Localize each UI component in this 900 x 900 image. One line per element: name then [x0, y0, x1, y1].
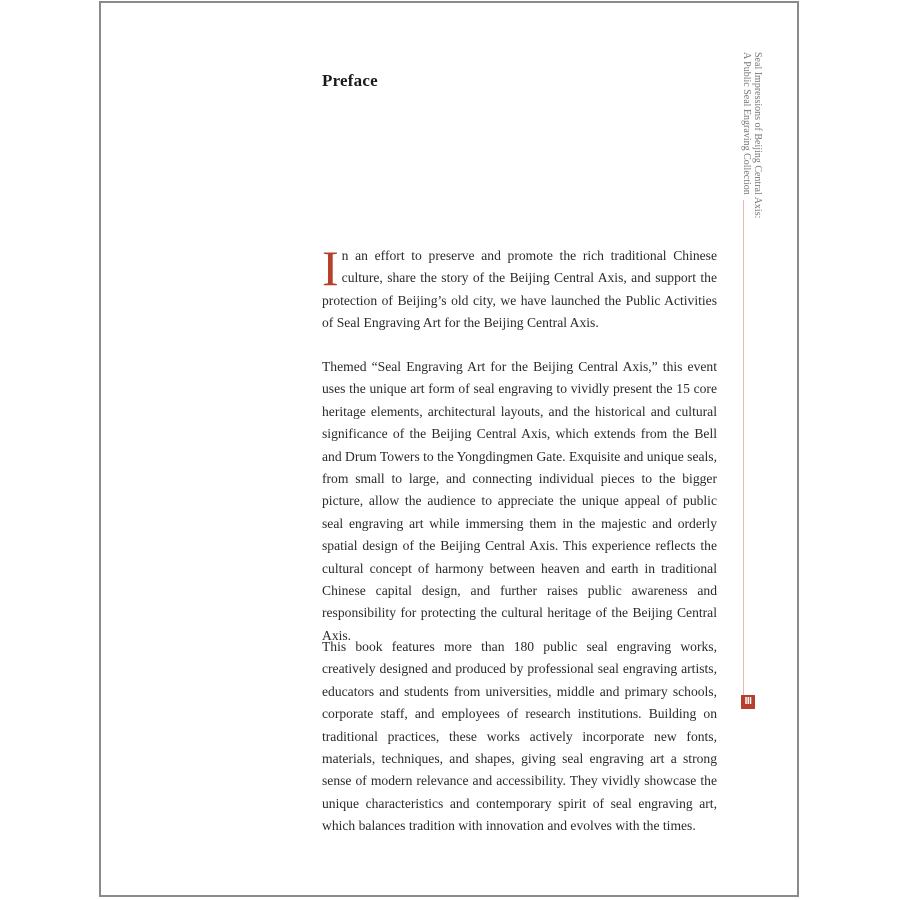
page-number-badge: III — [741, 695, 755, 709]
page-title: Preface — [322, 71, 378, 90]
paragraph-1-text: n an effort to preserve and promote the rich traditional Chinese culture, share the story of the Beijing Central Axis, and support the protection of Beijing’s old city, we have launched the Public Activities of Seal Engraving Art for the Beijing Central Axis. — [322, 248, 717, 331]
side-rule-divider — [743, 200, 744, 696]
drop-cap: I — [322, 240, 339, 296]
running-header-vertical — [741, 52, 763, 218]
paragraph-3: This book features more than 180 public seal engraving works, creatively designed and produced by professional seal engraving artists, educators and students from universities, middle and primary schools, corporate staff, and employees of research institutions. Building on traditional practices, these works actively incorporate new fonts, materials, techniques, and shapes, giving seal engraving art a strong sense of modern relevance and accessibility. They vividly showcase the unique characteristics and contemporary spirit of seal engraving art, which balances tradition with innovation and evolves with the times. — [322, 639, 717, 834]
paragraph-2: Themed “Seal Engraving Art for the Beijing Central Axis,” this event uses the unique art form of seal engraving to vividly present the 15 core heritage elements, architectural layouts, and the historical and cultural significance of the Beijing Central Axis, which extends from the Bell and Drum Towers to the Yongdingmen Gate. Exquisite and unique seals, from small to large, and connecting individual pieces to the bigger picture, allow the audience to appreciate the unique appeal of public seal engraving art while immersing them in the majestic and orderly spatial design of the Beijing Central Axis. This experience reflects the cultural concept of harmony between heaven and earth in traditional Chinese capital design, and further raises public awareness and responsibility for protecting the cultural heritage of the Beijing Central Axis. — [322, 359, 717, 643]
running-header-line-1: Seal Impressions of Beijing Central Axis: — [752, 52, 763, 219]
running-header-line-2: A Public Seal Engraving Collection — [741, 52, 752, 195]
paragraph-1 — [322, 240, 717, 335]
